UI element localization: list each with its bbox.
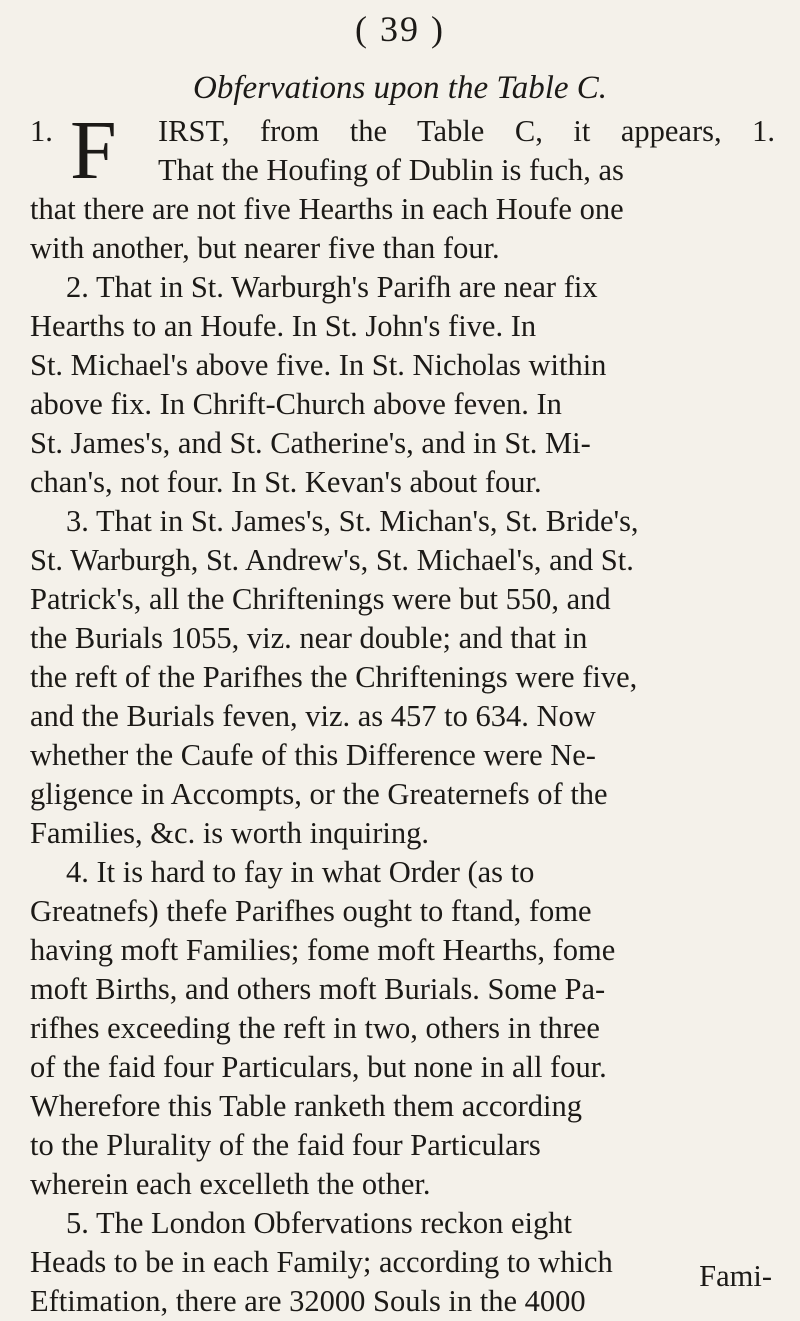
para2-line: above fix. In Chrift-Church above feven. In [30,387,562,421]
para2-line: chan's, not four. In St. Kevan's about four. [30,465,542,499]
section-heading: Obfervations upon the Table C. [192,70,608,106]
catchword: Fami- [699,1259,772,1293]
para3-line: whether the Caufe of this Difference were Ne- [30,738,596,772]
para5-line: 5. The London Obfervations reckon eight [66,1206,572,1240]
para4-line: moft Births, and others moft Burials. Some Pa- [30,972,606,1006]
para1-text-1: IRST, from the Table C, it appears, 1. [158,114,775,148]
para1-line2: That the Houfing of Dublin is fuch, as [158,153,624,187]
para2-line: St. Michael's above five. In St. Nicholas within [30,348,607,382]
para3-line: the reft of the Parifhes the Chriftenings were five, [30,660,638,694]
para3-line: Families, &c. is worth inquiring. [30,816,430,850]
drop-cap: F [70,104,117,197]
para1-number: 1. [30,114,53,148]
para3-line: 3. That in St. James's, St. Michan's, St. Bride's, [66,504,639,538]
para5-line: Heads to be in each Family; according to which [30,1245,613,1279]
para2-line: Hearths to an Houfe. In St. John's five. In [30,309,537,343]
para4-line: rifhes exceeding the reft in two, others in three [30,1011,600,1045]
para4-line: Greatnefs) thefe Parifhes ought to ftand, fome [30,894,592,928]
para3-line: gligence in Accompts, or the Greaternefs of the [30,777,608,811]
para4-line: 4. It is hard to fay in what Order (as to [66,855,535,889]
para4-line: Wherefore this Table ranketh them according [30,1089,582,1123]
para3-line: Patrick's, all the Chriftenings were but 550, and [30,582,611,616]
para4-line: having moft Families; fome moft Hearths, fome [30,933,616,967]
para4-line: to the Plurality of the faid four Particulars [30,1128,541,1162]
para4-line: of the faid four Particulars, but none in all four. [30,1050,607,1084]
para1-line4: with another, but nearer five than four. [30,231,500,265]
para3-line: the Burials 1055, viz. near double; and that in [30,621,588,655]
page-number: ( 39 ) [355,9,445,49]
para3-line: and the Burials feven, viz. as 457 to 634. Now [30,699,596,733]
para2-line: 2. That in St. Warburgh's Parifh are near fix [66,270,598,304]
para3-line: St. Warburgh, St. Andrew's, St. Michael's, and St. [30,543,634,577]
para2-line: St. James's, and St. Catherine's, and in St. Mi- [30,426,591,460]
body-text [30,104,775,1321]
para5-line: Eftimation, there are 32000 Souls in the 4000 [30,1284,586,1318]
para1-line3: that there are not five Hearths in each Houfe one [30,192,624,226]
para4-line: wherein each excelleth the other. [30,1167,431,1201]
